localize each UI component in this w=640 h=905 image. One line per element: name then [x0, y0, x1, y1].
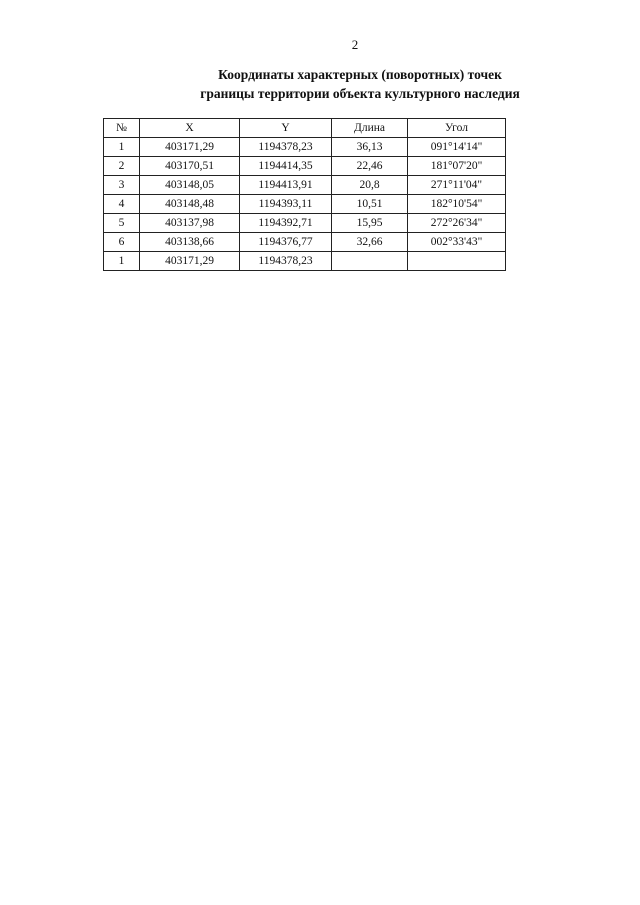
table-row — [104, 138, 506, 157]
cell-y: 1194378,23 — [240, 138, 332, 157]
header-length: Длина — [332, 119, 408, 138]
coordinates-table — [103, 118, 506, 271]
cell-angle: 271°11'04" — [408, 176, 506, 195]
cell-length: 32,66 — [332, 233, 408, 252]
title-line-2: границы территории объекта культурного наследия — [200, 86, 520, 101]
table-header-row — [104, 119, 506, 138]
table-row — [104, 233, 506, 252]
header-number: № — [104, 119, 140, 138]
cell-angle: 091°14'14" — [408, 138, 506, 157]
cell-x: 403148,48 — [140, 195, 240, 214]
table-row — [104, 157, 506, 176]
table-row — [104, 214, 506, 233]
header-y: Y — [240, 119, 332, 138]
cell-angle: 181°07'20" — [408, 157, 506, 176]
table-row — [104, 252, 506, 271]
page-number: 2 — [351, 37, 359, 52]
cell-x: 403171,29 — [140, 252, 240, 271]
cell-length: 20,8 — [332, 176, 408, 195]
cell-y: 1194376,77 — [240, 233, 332, 252]
cell-number: 5 — [104, 214, 140, 233]
header-angle: Угол — [408, 119, 506, 138]
cell-number: 6 — [104, 233, 140, 252]
cell-length: 36,13 — [332, 138, 408, 157]
cell-angle — [408, 252, 506, 271]
title-line-1: Координаты характерных (поворотных) точек — [218, 67, 502, 82]
cell-length: 15,95 — [332, 214, 408, 233]
cell-y: 1194378,23 — [240, 252, 332, 271]
cell-number: 4 — [104, 195, 140, 214]
cell-y: 1194413,91 — [240, 176, 332, 195]
table-row — [104, 176, 506, 195]
cell-y: 1194392,71 — [240, 214, 332, 233]
cell-y: 1194414,35 — [240, 157, 332, 176]
cell-number: 1 — [104, 252, 140, 271]
cell-number: 1 — [104, 138, 140, 157]
cell-angle: 272°26'34" — [408, 214, 506, 233]
header-x: X — [140, 119, 240, 138]
cell-length — [332, 252, 408, 271]
cell-number: 2 — [104, 157, 140, 176]
cell-angle: 182°10'54" — [408, 195, 506, 214]
cell-number: 3 — [104, 176, 140, 195]
cell-x: 403148,05 — [140, 176, 240, 195]
cell-x: 403170,51 — [140, 157, 240, 176]
cell-x: 403137,98 — [140, 214, 240, 233]
table-row — [104, 195, 506, 214]
cell-angle: 002°33'43" — [408, 233, 506, 252]
cell-y: 1194393,11 — [240, 195, 332, 214]
cell-x: 403171,29 — [140, 138, 240, 157]
cell-x: 403138,66 — [140, 233, 240, 252]
document-title — [150, 65, 570, 103]
cell-length: 22,46 — [332, 157, 408, 176]
cell-length: 10,51 — [332, 195, 408, 214]
